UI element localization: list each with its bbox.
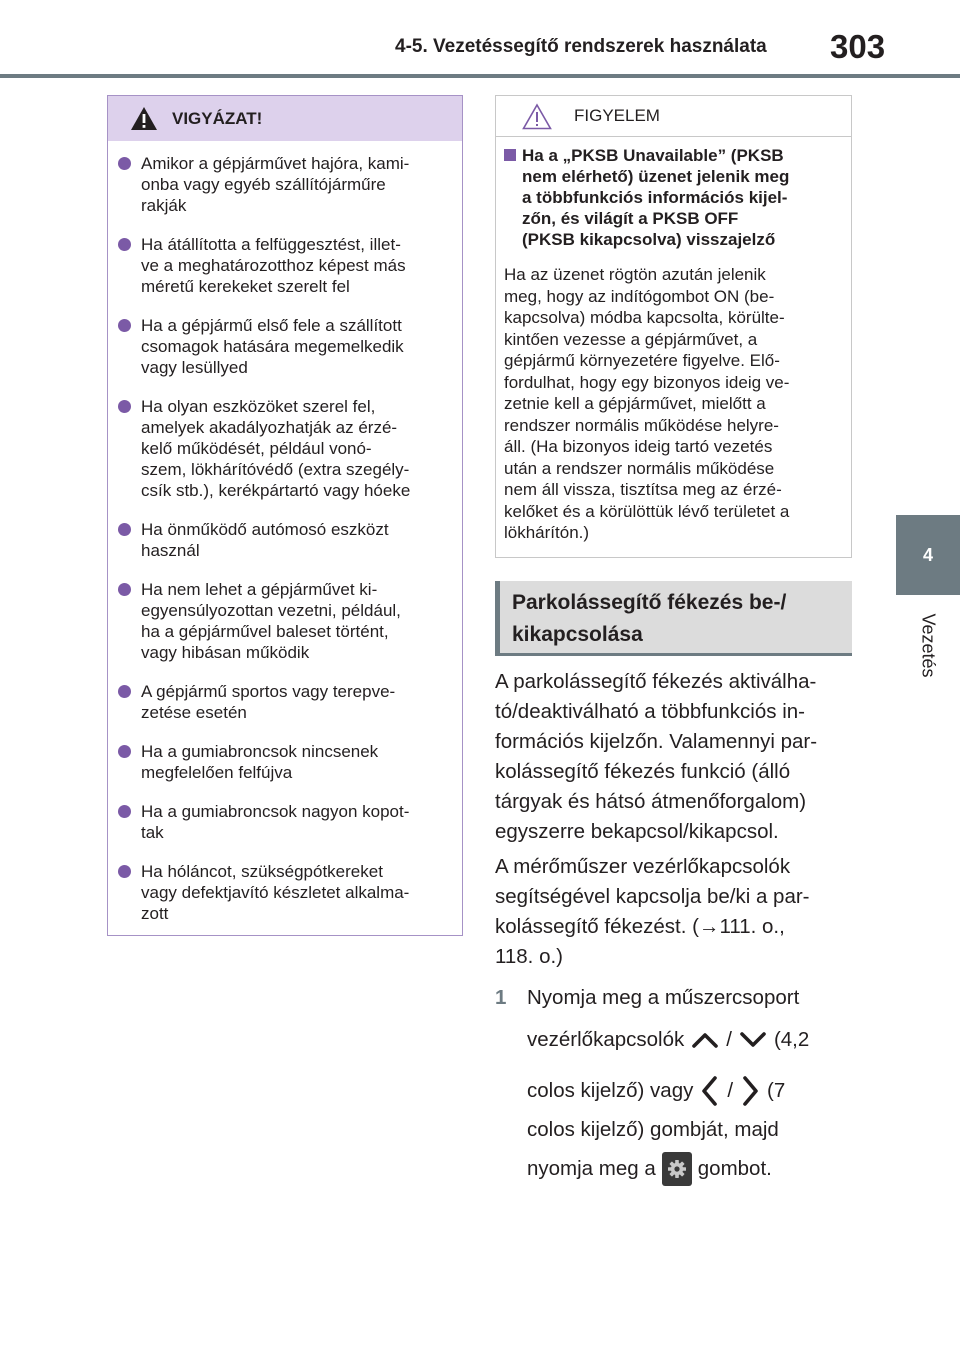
- gear-icon: [662, 1152, 692, 1186]
- caution-item: [116, 234, 454, 297]
- caution-item: [116, 396, 454, 501]
- caution-box: [107, 95, 463, 936]
- step-text: (4,2: [773, 1028, 810, 1051]
- caution-item: [116, 801, 454, 843]
- caution-item-text: Ha önműködő autómosó eszközt használ: [141, 520, 389, 560]
- caution-item-text: Ha hóláncot, szükségpótkereket vagy defektjavító készletet alkalma- zott: [141, 862, 410, 923]
- caution-item-text: Ha a gépjármű első fele a szállított csomagok hatására megemelkedik vagy lesüllyed: [141, 316, 404, 377]
- warning-triangle-icon: [130, 106, 158, 131]
- step-text: gombot.: [697, 1157, 772, 1180]
- caution-item: [116, 681, 454, 723]
- header-rule: [0, 74, 960, 78]
- section-heading: [495, 581, 852, 656]
- step-text: colos kijelző) gombját, majd: [527, 1118, 779, 1141]
- chevron-left-icon: [699, 1075, 721, 1107]
- chapter-label: Vezetés: [918, 612, 939, 678]
- step-line: [527, 1152, 772, 1186]
- caution-title: VIGYÁZAT!: [172, 108, 263, 128]
- notice-subheading-text: Ha a „PKSB Unavailable” (PKSB nem elérhető) üzenet jelenik meg a többfunkciós információs kijel- zőn, és világít a PKSB OFF (PKSB kikapcsolva) visszajelző: [522, 146, 790, 249]
- step-text: colos kijelző) vagy: [527, 1079, 694, 1102]
- header-section-title: 4-5. Vezetéssegítő rendszerek használata: [395, 36, 767, 57]
- caution-item: [116, 741, 454, 783]
- caution-item-text: Amikor a gépjárművet hajóra, kami- onba vagy egyéb szállítójárműre rakják: [141, 154, 410, 215]
- bullet-dot-icon: [118, 583, 131, 596]
- caution-item-text: Ha a gumiabroncsok nincsenek megfelelően felfújva: [141, 742, 379, 782]
- step-text: vezérlőkapcsolók: [527, 1028, 685, 1051]
- step-text: (7: [767, 1079, 786, 1102]
- notice-triangle-icon: [522, 103, 552, 130]
- notice-box: [495, 95, 852, 558]
- caution-item: [116, 315, 454, 378]
- caution-item-text: Ha nem lehet a gépjárművet ki- egyensúlyozottan vezetni, például, ha a gépjárművel baleset történt, vagy hibásan működik: [141, 580, 401, 662]
- bullet-dot-icon: [118, 865, 131, 878]
- caution-item: [116, 519, 454, 561]
- bullet-dot-icon: [118, 745, 131, 758]
- caution-item: [116, 579, 454, 663]
- step-number: 1: [495, 986, 507, 1009]
- chapter-number: 4: [922, 544, 933, 565]
- bullet-dot-icon: [118, 319, 131, 332]
- caution-item-text: Ha átállította a felfüggesztést, illet- ve a meghatározotthoz képest más méretű kerekeket szerelt fel: [141, 235, 406, 296]
- step-slash: /: [727, 1079, 734, 1102]
- step-line: [527, 986, 799, 1010]
- notice-subheading: [504, 145, 843, 250]
- step-line: [527, 1118, 779, 1142]
- instruction-paragraph: A mérőműszer vezérlőkapcsolók segítségével kapcsolja be/ki a par- kolássegítő fékezést. (→111. o., 118. o.): [495, 855, 810, 968]
- bullet-dot-icon: [118, 685, 131, 698]
- intro-paragraph: A parkolássegítő fékezés aktiválha- tó/deaktiválható a többfunkciós in- formációs kijelzőn. Valamennyi par- kolássegítő fékezés funkció (álló tárgyak és hátsó átmenőforgalom) egyszerre bekapcsol/kikapcsol.: [495, 670, 818, 843]
- caution-item-text: Ha a gumiabroncsok nagyon kopot- tak: [141, 802, 410, 842]
- caution-item-text: A gépjármű sportos vagy terepve- zetése esetén: [141, 682, 396, 722]
- caution-item: [116, 153, 454, 216]
- bullet-dot-icon: [118, 523, 131, 536]
- chevron-down-icon: [738, 1031, 768, 1049]
- bullet-dot-icon: [118, 157, 131, 170]
- chapter-tab: [896, 515, 960, 595]
- step-text: Nyomja meg a műszercsoport: [527, 986, 800, 1009]
- bullet-dot-icon: [118, 238, 131, 251]
- step-line: [527, 1028, 809, 1052]
- page-number: 303: [830, 28, 886, 65]
- caution-header: [108, 96, 462, 141]
- square-bullet-icon: [504, 149, 516, 161]
- chapter-label-wrap: [900, 600, 956, 690]
- bullet-dot-icon: [118, 805, 131, 818]
- caution-list: [108, 153, 462, 924]
- notice-body: Ha az üzenet rögtön azután jelenik meg, hogy az indítógombot ON (be- kapcsolva) módba kapcsolta, körülte- kintően vezesse a gépjárművet, a gépjármű környezetére figyelve. Elő- fordulhat, hogy egy bizonyos ideig ve- zetnie kell a gépjárművet, mielőtt a rendszer normális működése helyre- áll. (Ha bizonyos ideig tartó vezetés után a rendszer normális működése nem áll vissza, tisztítsa meg az érzé- kelőket és a körülöttük lévő területet a lökhárítón.): [504, 265, 790, 542]
- caution-item-text: Ha olyan eszközöket szerel fel, amelyek akadályozhatják az érzé- kelő működését, például vonó- szem, lökhárítóvédő (extra szegély- csík stb.), kerékpártartó vagy hóeke: [141, 397, 411, 500]
- caution-item: [116, 861, 454, 924]
- step-line: [527, 1075, 785, 1107]
- notice-title: FIGYELEM: [574, 106, 660, 125]
- notice-header: [496, 96, 851, 137]
- step-text: nyomja meg a: [527, 1157, 656, 1180]
- chevron-up-icon: [690, 1031, 720, 1049]
- section-heading-text: Parkolássegítő fékezés be-/ kikapcsolása: [512, 591, 787, 646]
- step-slash: /: [726, 1028, 732, 1051]
- bullet-dot-icon: [118, 400, 131, 413]
- chevron-right-icon: [739, 1075, 761, 1107]
